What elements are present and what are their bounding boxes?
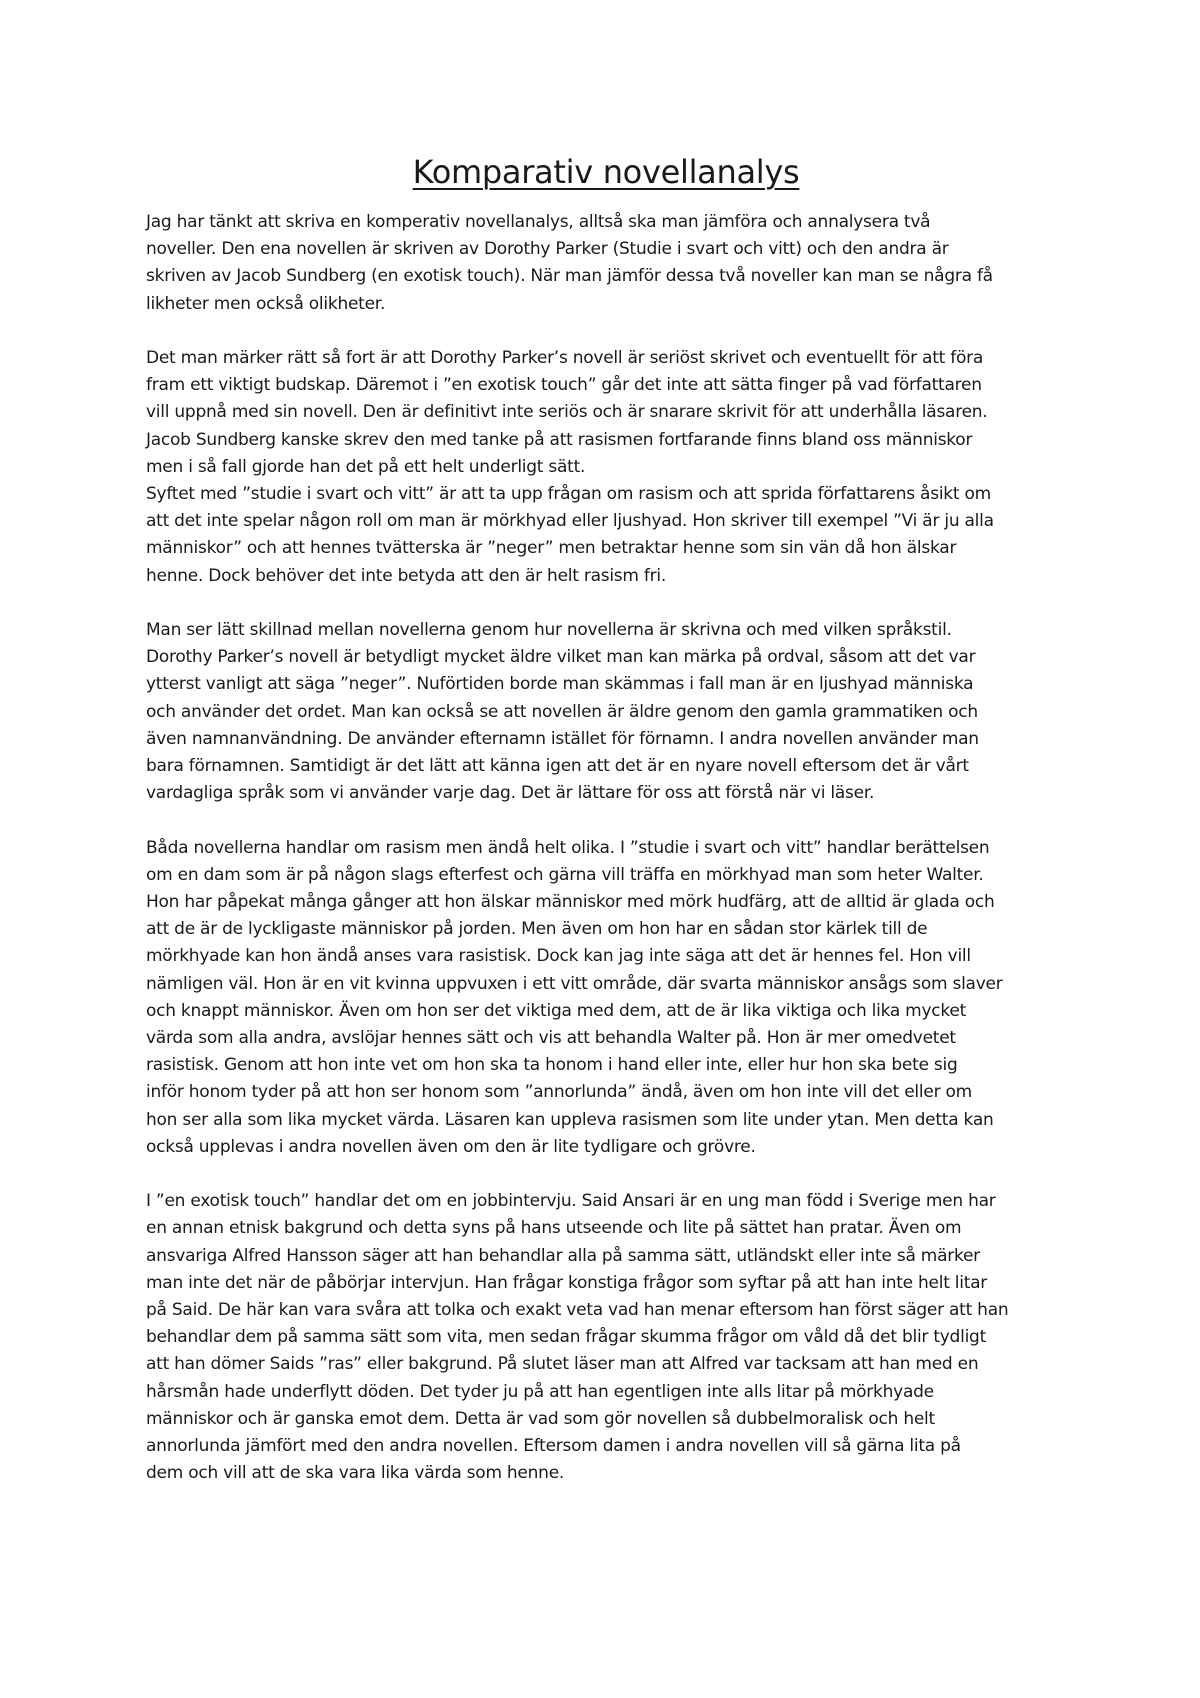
text-line: henne. Dock behöver det inte betyda att den är helt rasism fri.	[146, 565, 666, 586]
text-line: rasistisk. Genom att hon inte vet om hon ska ta honom i hand eller inte, eller hur hon ska bete sig	[146, 1055, 958, 1076]
text-line: skriven av Jacob Sundberg (en exotisk touch). När man jämför dessa två noveller kan man se några få	[146, 266, 993, 287]
text-line: mörkhyade kan hon ändå anses vara rasistisk. Dock kan jag inte säga att det är hennes fel. Hon vill	[146, 946, 971, 967]
text-line: hon ser alla som lika mycket värda. Läsaren kan uppleva rasismen som lite under ytan. Men detta kan	[146, 1109, 994, 1130]
text-line: Syftet med ”studie i svart och vitt” är att ta upp frågan om rasism och att sprida författarens åsikt om	[146, 484, 991, 505]
text-line: på Said. De här kan vara svåra att tolka och exakt veta vad han menar eftersom han först säger att han	[146, 1300, 1009, 1321]
text-line: Det man märker rätt så fort är att Dorothy Parker’s novell är seriöst skrivet och eventuellt för att föra	[146, 348, 983, 368]
text-line: I ”en exotisk touch” handlar det om en jobbintervju. Said Ansari är en ung man född i Sverige men har	[146, 1191, 996, 1212]
text-line: ansvariga Alfred Hansson säger att han behandlar alla på samma sätt, utländskt eller inte så märker	[146, 1245, 980, 1266]
text-line: Båda novellerna handlar om rasism men ändå helt olika. I ”studie i svart och vitt” handlar berättelsen	[146, 837, 990, 858]
text-line: behandlar dem på samma sätt som vita, men sedan frågar skumma frågor om våld då det blir tydligt	[146, 1327, 986, 1348]
text-line: även namnanvändning. De använder efternamn istället för förnamn. I andra novellen använder man	[146, 728, 979, 749]
text-line: vardagliga språk som vi använder varje dag. Det är lättare för oss att förstå när vi läser.	[146, 783, 875, 804]
document-title: Komparativ novellanalys	[412, 153, 800, 191]
text-line: hårsmån hade underflytt döden. Det tyder ju på att han egentligen inte alls litar på mörkhyade	[146, 1381, 934, 1402]
text-line: man inte det när de påbörjar intervjun. Han frågar konstiga frågor som syftar på att han inte helt litar	[146, 1272, 988, 1293]
text-line: Jacob Sundberg kanske skrev den med tanke på att rasismen fortfarande finns bland oss människor	[146, 429, 973, 450]
paragraph	[146, 1188, 1066, 1487]
paragraph	[146, 617, 1066, 807]
text-line: Dorothy Parker’s novell är betydligt mycket äldre vilket man kan märka på ordval, såsom att det var	[146, 647, 976, 668]
text-line: människor” och att hennes tvätterska är ”neger” men betraktar henne som sin vän då hon älskar	[146, 538, 957, 559]
document-body	[146, 209, 1066, 1487]
text-line: och knappt människor. Även om hon ser det viktiga med dem, att de är lika viktiga och lika mycket	[146, 1000, 967, 1021]
text-line: inför honom tyder på att hon ser honom som ”annorlunda” ändå, även om hon inte vill det eller om	[146, 1082, 972, 1103]
paragraph	[146, 481, 1066, 590]
text-line: annorlunda jämfört med den andra novellen. Eftersom damen i andra novellen vill så gärna lita på	[146, 1436, 961, 1457]
text-line: men i så fall gjorde han det på ett helt underligt sätt.	[146, 456, 586, 477]
text-line: människor och är ganska emot dem. Detta är vad som gör novellen så dubbelmoralisk och helt	[146, 1408, 935, 1429]
document-content	[146, 152, 1066, 1515]
text-line: Hon har påpekat många gånger att hon älskar människor med mörk hudfärg, att de alltid är glada och	[146, 892, 995, 913]
text-line: och använder det ordet. Man kan också se att novellen är äldre genom den gamla grammatiken och	[146, 701, 978, 722]
text-line: noveller. Den ena novellen är skriven av Dorothy Parker (Studie i svart och vitt) och den andra är	[146, 239, 949, 260]
text-line: bara förnamnen. Samtidigt är det lätt att känna igen att det är en nyare novell eftersom det är vårt	[146, 756, 969, 777]
paragraph	[146, 835, 1066, 1161]
paragraph	[146, 345, 1066, 481]
text-line: om en dam som är på någon slags efterfest och gärna vill träffa en mörkhyad man som heter Walter.	[146, 864, 984, 885]
text-line: Jag har tänkt att skriva en komperativ novellanalys, alltså ska man jämföra och annalysera två	[146, 212, 931, 232]
paragraph	[146, 209, 1066, 318]
text-line: en annan etnisk bakgrund och detta syns på hans utseende och lite på sättet han pratar. Även om	[146, 1218, 962, 1239]
text-line: Man ser lätt skillnad mellan novellerna genom hur novellerna är skrivna och med vilken språkstil.	[146, 620, 952, 641]
text-line: ytterst vanligt att säga ”neger”. Nuförtiden borde man skämmas i fall man är en ljushyad människa	[146, 674, 974, 695]
text-line: att det inte spelar någon roll om man är mörkhyad eller ljushyad. Hon skriver till exempel ”Vi är ju alla	[146, 511, 994, 532]
text-line: vill uppnå med sin novell. Den är definitivt inte seriös och är snarare skrivit för att underhålla läsaren.	[146, 402, 988, 423]
text-line: dem och vill att de ska vara lika värda som henne.	[146, 1463, 565, 1484]
text-line: fram ett viktigt budskap. Däremot i ”en exotisk touch” går det inte att sätta finger på vad författaren	[146, 375, 982, 396]
text-line: likheter men också olikheter.	[146, 293, 386, 314]
text-line: att han dömer Saids ”ras” eller bakgrund. På slutet läser man att Alfred var tacksam att han med en	[146, 1354, 979, 1375]
text-line: värda som alla andra, avslöjar hennes sätt och vis att behandla Walter på. Hon är mer omedvetet	[146, 1028, 956, 1049]
text-line: nämligen väl. Hon är en vit kvinna uppvuxen i ett vitt område, där svarta människor ansågs som slaver	[146, 973, 1003, 994]
text-line: också upplevas i andra novellen även om den är lite tydligare och grövre.	[146, 1136, 756, 1157]
text-line: att de är de lyckligaste människor på jorden. Men även om hon har en sådan stor kärlek till de	[146, 919, 928, 940]
